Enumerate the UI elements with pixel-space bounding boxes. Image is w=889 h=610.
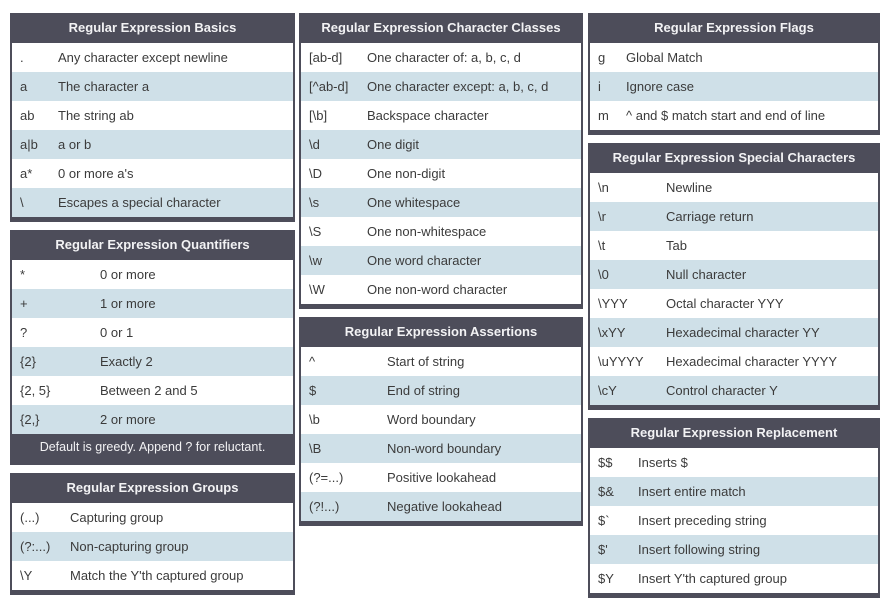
table-row [301,130,581,159]
table-rows [590,173,878,405]
row-description: Start of string [387,354,465,369]
row-key: a* [20,166,33,181]
row-key: [\b] [309,108,328,123]
table-regular-expression-assertions [299,317,583,526]
table-row [590,347,878,376]
row-description: Octal character YYY [666,296,784,311]
table-row [12,289,293,318]
row-description: 0 or more a's [58,166,134,181]
row-key: $' [598,542,608,557]
row-description: One digit [367,137,420,152]
row-description: 0 or more [100,267,156,282]
table-row [12,130,293,159]
table-rows [301,43,581,304]
row-description: Insert entire match [638,484,746,499]
table-row [590,202,878,231]
table-title: Regular Expression Basics [68,20,237,35]
row-key: (?:...) [20,539,51,554]
table-row [12,260,293,289]
column-3 [588,13,880,606]
table-row [590,72,878,101]
row-description: Any character except newline [58,50,228,65]
table-row [301,275,581,304]
row-key: (...) [20,510,40,525]
row-key: \xYY [598,325,626,340]
row-key: \YYY [598,296,628,311]
row-key: \B [309,441,322,456]
table-regular-expression-basics [10,13,295,222]
row-key: \Y [20,568,33,583]
table-row [12,376,293,405]
row-key: ? [20,325,28,340]
table-regular-expression-special-characters [588,143,880,410]
row-description: Match the Y'th captured group [70,568,244,583]
table-row [301,347,581,376]
row-key: $& [598,484,614,499]
row-description: Non-capturing group [70,539,189,554]
table-row [590,231,878,260]
row-description: One word character [367,253,482,268]
table-rows [590,43,878,130]
row-description: One character of: a, b, c, d [367,50,521,65]
row-description: Newline [666,180,713,195]
table-row [301,159,581,188]
table-row [301,492,581,521]
table-row [12,318,293,347]
table-title: Regular Expression Flags [654,20,814,35]
row-description: One non-whitespace [367,224,487,239]
table-row [590,564,878,593]
table-title: Regular Expression Character Classes [321,20,561,35]
table-row [301,376,581,405]
table-rows [590,448,878,593]
row-description: Insert preceding string [638,513,767,528]
column-2 [299,13,583,534]
row-description: One character except: a, b, c, d [367,79,549,94]
table-row [12,101,293,130]
table-row [301,405,581,434]
table-title: Regular Expression Replacement [630,425,838,440]
table-regular-expression-groups [10,473,295,595]
table-row [301,434,581,463]
row-description: End of string [387,383,460,398]
row-key: {2} [20,354,36,369]
row-key: \D [309,166,322,181]
row-description: The string ab [58,108,134,123]
table-row [12,188,293,217]
row-key: $ [309,383,317,398]
table-row [590,376,878,405]
row-description: Capturing group [70,510,164,525]
row-key: a [20,79,28,94]
row-key: * [20,267,26,282]
table-title: Regular Expression Groups [66,480,239,495]
row-key: m [598,108,609,123]
row-description: Word boundary [387,412,476,427]
table-row [590,101,878,130]
table-rows [12,503,293,590]
row-key: \0 [598,267,609,282]
row-key: a|b [20,137,38,152]
row-description: Between 2 and 5 [100,383,198,398]
row-key: (?=...) [309,470,344,485]
row-description: ^ and $ match start and end of line [626,108,826,123]
row-description: Hexadecimal character YYYY [666,354,838,369]
table-rows [12,43,293,217]
table-row [12,532,293,561]
row-key: g [598,50,606,65]
row-description: Tab [666,238,687,253]
table-row [12,347,293,376]
table-row [590,506,878,535]
table-row [590,260,878,289]
table-regular-expression-flags [588,13,880,135]
table-row [12,405,293,434]
table-row [12,43,293,72]
table-row [301,463,581,492]
table-rows [301,347,581,521]
row-description: Negative lookahead [387,499,502,514]
table-footer-note: Default is greedy. Append ? for reluctant. [39,440,266,454]
row-description: One whitespace [367,195,461,210]
row-key: $Y [598,571,614,586]
row-key: \b [309,412,320,427]
row-description: Insert following string [638,542,761,557]
table-row [301,72,581,101]
row-key: \uYYYY [598,354,644,369]
row-key: \S [309,224,322,239]
table-row [12,561,293,590]
row-key: \ [20,195,24,210]
table-title: Regular Expression Special Characters [612,150,856,165]
row-description: a or b [58,137,92,152]
table-row [301,43,581,72]
row-key: {2, 5} [20,383,51,398]
row-key: \t [598,238,606,253]
table-regular-expression-quantifiers [10,230,295,465]
row-description: Inserts $ [638,455,688,470]
row-key: [ab-d] [309,50,343,65]
table-row [12,72,293,101]
row-description: The character a [58,79,150,94]
table-title: Regular Expression Assertions [344,324,538,339]
row-description: 0 or 1 [100,325,134,340]
row-key: \s [309,195,320,210]
row-key: \d [309,137,320,152]
table-row [590,289,878,318]
row-description: Backspace character [367,108,489,123]
row-key: ^ [309,354,316,369]
table-row [590,448,878,477]
table-regular-expression-character-classes [299,13,583,309]
table-row [590,535,878,564]
row-description: Positive lookahead [387,470,497,485]
row-description: Ignore case [626,79,694,94]
row-description: Exactly 2 [100,354,153,369]
row-description: 2 or more [100,412,156,427]
row-description: Insert Y'th captured group [638,571,787,586]
row-key: \n [598,180,609,195]
row-description: Non-word boundary [387,441,502,456]
row-key: (?!...) [309,499,340,514]
row-key: i [598,79,601,94]
row-description: Control character Y [666,383,778,398]
table-row [590,173,878,202]
table-regular-expression-replacement [588,418,880,598]
table-rows [12,260,293,434]
row-description: 1 or more [100,296,156,311]
row-description: One non-digit [367,166,446,181]
table-row [301,101,581,130]
row-description: Null character [666,267,747,282]
row-description: Escapes a special character [58,195,221,210]
table-row [12,159,293,188]
row-key: {2,} [20,412,40,427]
row-key: \r [598,209,606,224]
row-key: $$ [598,455,613,470]
row-description: Hexadecimal character YY [666,325,820,340]
table-row [590,43,878,72]
row-description: Global Match [626,50,703,65]
table-row [12,503,293,532]
row-key: \W [309,282,325,297]
row-description: Carriage return [666,209,754,224]
row-key: ab [20,108,35,123]
table-row [590,318,878,347]
row-key: \cY [598,383,617,398]
table-row [301,217,581,246]
table-title: Regular Expression Quantifiers [55,237,250,252]
table-row [301,188,581,217]
row-key: + [20,296,28,311]
table-row [590,477,878,506]
row-key: . [20,50,24,65]
row-key: \w [309,253,322,268]
column-1 [10,13,295,603]
row-description: One non-word character [367,282,508,297]
row-key: [^ab-d] [309,79,349,94]
row-key: $` [598,513,610,528]
table-row [301,246,581,275]
